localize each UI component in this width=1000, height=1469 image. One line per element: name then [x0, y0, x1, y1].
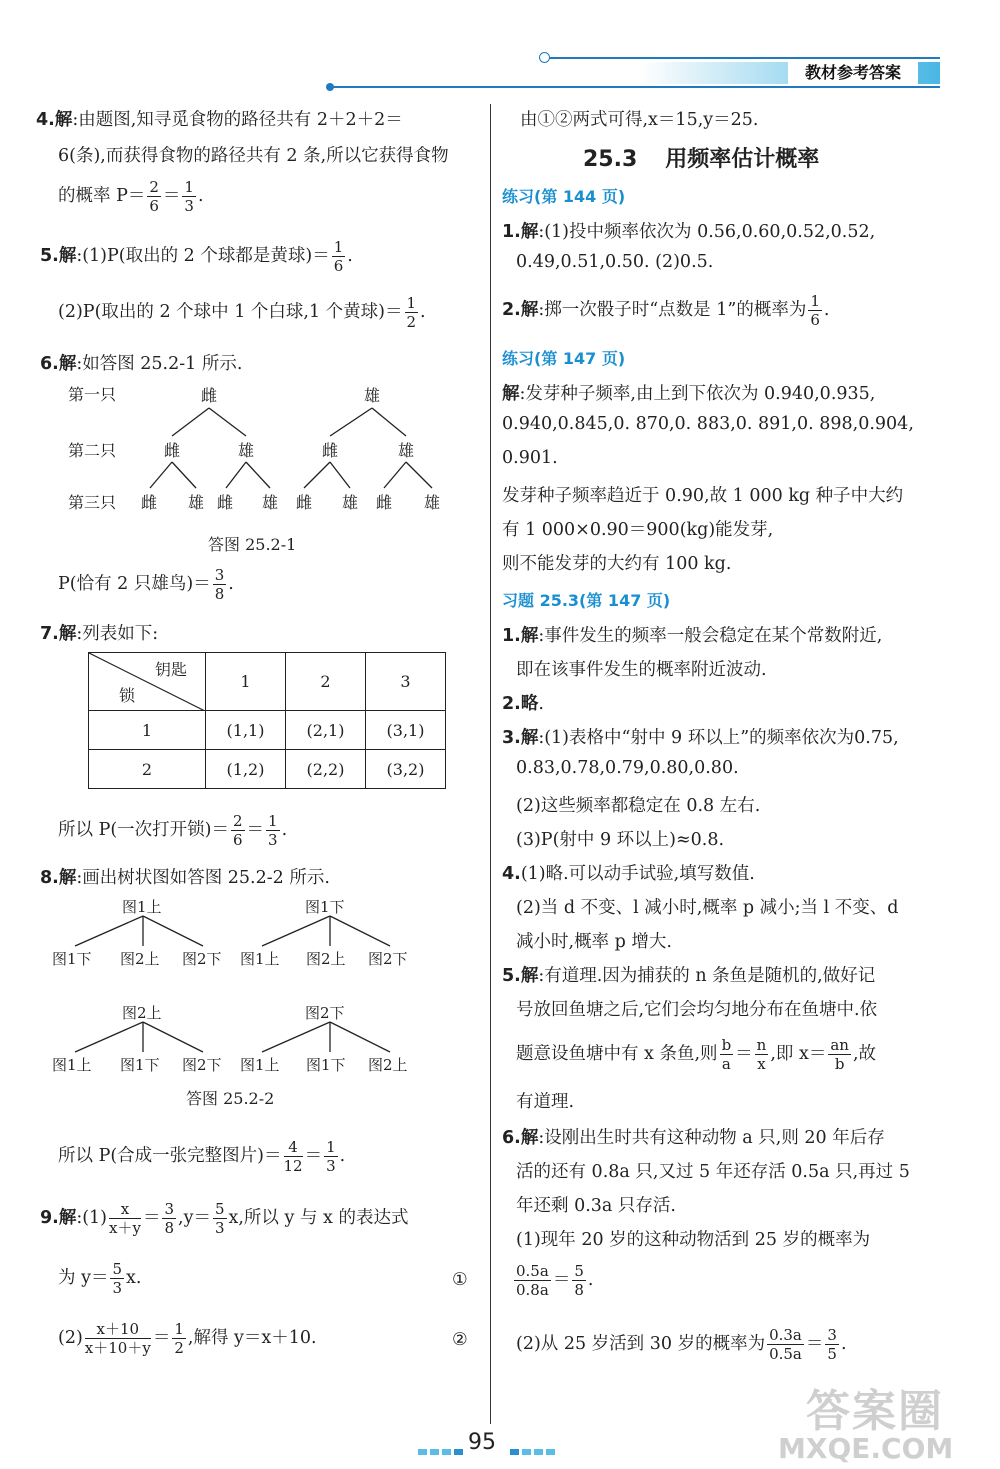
exercise1-title: 练习(第 144 页)	[502, 187, 626, 206]
ex2-line4: 发芽种子频率趋近于 0.90,故 1 000 kg 种子中大约	[502, 486, 904, 506]
q6-caption: 答图 25.2-1	[208, 535, 297, 554]
column-divider	[490, 104, 491, 1424]
hw3-line3: (2)这些频率都稳定在 0.8 左右.	[516, 796, 761, 816]
section-title: 用频率估计概率	[665, 147, 820, 172]
q8-tree4-root: 图2下	[305, 1004, 345, 1022]
hw3-line1: 3.解:(1)表格中“射中 9 环以上”的频率依次为0.75,	[502, 728, 899, 748]
q8-tree2-leaf: 图2下	[368, 950, 408, 968]
footer-dots-right	[510, 1440, 558, 1448]
ex2-line2: 0.940,0.845,0. 870,0. 883,0. 891,0. 898,0.904,	[502, 414, 914, 434]
q8-probability: 所以 P(合成一张完整图片)＝ $\frac{4}{12}$ ＝ $\frac{1}{3}$ .	[58, 1138, 346, 1175]
q7-col-header: 1	[206, 653, 286, 711]
q7-cell: (3,1)	[366, 711, 446, 750]
right-top-line: 由①②两式可得,x＝15,y＝25.	[520, 110, 759, 130]
q6-row-label-2: 第二只	[68, 441, 117, 460]
q6-l2-node: 雌	[322, 441, 339, 460]
watermark-url: MXQE.COM	[778, 1432, 954, 1465]
q6-l3-node: 雌	[217, 493, 234, 512]
hw3-line4: (3)P(射中 9 环以上)≈0.8.	[516, 830, 725, 850]
hw2-line: 2.略.	[502, 694, 544, 714]
q9-line2: 为 y＝ $\frac{5}{3}$ x.	[58, 1260, 142, 1297]
q8-tree-lines	[0, 0, 490, 1100]
q9-mark-2: ②	[452, 1330, 468, 1350]
footer-dots-left	[418, 1440, 466, 1448]
q6-l2-node: 雄	[238, 441, 255, 460]
ex1-q2-line: 2.解:掷一次骰子时“点数是 1”的概率为 $\frac{1}{6}$ .	[502, 292, 830, 329]
homework-title: 习题 25.3(第 147 页)	[502, 591, 671, 610]
q8-tree3-leaf: 图2下	[182, 1056, 222, 1074]
q8-tree1-leaf: 图2下	[182, 950, 222, 968]
q4-line1: 4.解:由题图,知寻觅食物的路径共有 2＋2＋2＝	[36, 110, 403, 130]
q9-line1: 9.解:(1) $\frac{x}{x+y}$ ＝ $\frac{3}{8}$ ,y＝ $\frac{5}{3}$ x,所以 y 与 x 的表达式	[40, 1200, 409, 1237]
hw1-line1: 1.解:事件发生的频率一般会稳定在某个常数附近,	[502, 626, 883, 646]
ex2-line6: 则不能发芽的大约有 100 kg.	[502, 554, 732, 574]
q6-line1: 6.解:如答图 25.2-1 所示.	[40, 354, 243, 374]
ex1-q1-line1: 1.解:(1)投中频率依次为 0.56,0.60,0.52,0.52,	[502, 222, 876, 242]
q5-line1: 5.解:(1)P(取出的 2 个球都是黄球)＝ $\frac{1}{6}$ .	[40, 238, 353, 275]
q8-tree2-leaf: 图1上	[240, 950, 280, 968]
ex2-line5: 有 1 000×0.90＝900(kg)能发芽,	[502, 520, 774, 540]
q8-tree3-leaf: 图1下	[120, 1056, 160, 1074]
q8-tree3-leaf: 图1上	[52, 1056, 92, 1074]
exercise2-title: 练习(第 147 页)	[502, 349, 626, 368]
q9-mark-1: ①	[452, 1270, 468, 1290]
header-dot	[539, 52, 550, 63]
ex2-line1: 解:发芽种子频率,由上到下依次为 0.940,0.935,	[502, 384, 876, 404]
q9-line3: (2) $\frac{x+10}{x+10+y}$ ＝ $\frac{1}{2}$ ,解得 y＝x＋10.	[58, 1320, 317, 1357]
hw6-line5: $\frac{0.5a}{0.8a}$ ＝ $\frac{5}{8}$ .	[516, 1262, 594, 1299]
q6-l3-node: 雄	[262, 493, 279, 512]
hw6-line3: 年还剩 0.3a 只存活.	[516, 1196, 676, 1216]
q8-tree4-leaf: 图2上	[368, 1056, 408, 1074]
q6-probability: P(恰有 2 只雄鸟)＝ $\frac{3}{8}$ .	[58, 566, 234, 603]
hw5-line2: 号放回鱼塘之后,它们会均匀地分布在鱼塘中.依	[516, 1000, 878, 1020]
q8-tree1-root: 图1上	[122, 898, 162, 916]
q6-l1-node: 雌	[201, 386, 218, 405]
q7-row-header: 2	[89, 750, 206, 789]
q6-l3-node: 雄	[424, 493, 441, 512]
q6-l2-node: 雄	[398, 441, 415, 460]
q8-caption: 答图 25.2-2	[186, 1089, 275, 1108]
hw4-line3: 减小时,概率 p 增大.	[516, 932, 672, 952]
q7-col-header: 2	[286, 653, 366, 711]
q8-tree2-root: 图1下	[305, 898, 345, 916]
hw4-line1: 4.(1)略.可以动手试验,填写数值.	[502, 864, 755, 884]
hw1-line2: 即在该事件发生的概率附近波动.	[516, 660, 767, 680]
q7-cell: (1,2)	[206, 750, 286, 789]
q8-line1: 8.解:画出树状图如答图 25.2-2 所示.	[40, 868, 330, 888]
q7-col-header: 3	[366, 653, 446, 711]
q6-l3-node: 雄	[342, 493, 359, 512]
q8-tree1-leaf: 图1下	[52, 950, 92, 968]
section-number: 25.3	[583, 147, 638, 172]
q8-tree2-leaf: 图2上	[306, 950, 346, 968]
q6-l3-node: 雌	[376, 493, 393, 512]
q8-tree1-leaf: 图2上	[120, 950, 160, 968]
q7-cell: (3,2)	[366, 750, 446, 789]
q7-cell: (2,1)	[286, 711, 366, 750]
section-heading	[583, 142, 819, 173]
q8-tree4-leaf: 图1上	[240, 1056, 280, 1074]
hw5-line4: 有道理.	[516, 1092, 575, 1112]
hw5-line3: 题意设鱼塘中有 x 条鱼,则 $\frac{b}{a}$ ＝ $\frac{n}{x}$ ,即 x＝ $\frac{an}{b}$ ,故	[516, 1036, 877, 1073]
q6-l2-node: 雌	[164, 441, 181, 460]
hw6-line1: 6.解:设刚出生时共有这种动物 a 只,则 20 年后存	[502, 1128, 885, 1148]
q7-line1: 7.解:列表如下:	[40, 624, 159, 644]
ex2-line3: 0.901.	[502, 448, 558, 468]
hw6-line6: (2)从 25 岁活到 30 岁的概率为 $\frac{0.3a}{0.5a}$ ＝ $\frac{3}{5}$ .	[516, 1326, 847, 1363]
q8-tree3-root: 图2上	[122, 1004, 162, 1022]
watermark-logo-text: 答案圈	[806, 1386, 944, 1437]
header-rule-top	[545, 57, 940, 59]
q6-row-label-1: 第一只	[68, 385, 117, 404]
ex1-q1-line2: 0.49,0.51,0.50. (2)0.5.	[516, 252, 714, 272]
q6-l3-node: 雌	[296, 493, 313, 512]
q8-tree4-leaf: 图1下	[306, 1056, 346, 1074]
hw6-line4: (1)现年 20 岁的这种动物活到 25 岁的概率为	[516, 1230, 871, 1250]
hw4-line2: (2)当 d 不变、l 减小时,概率 p 减小;当 l 不变、d	[516, 898, 899, 918]
q6-l3-node: 雌	[141, 493, 158, 512]
q7-header-key: 钥匙	[154, 660, 187, 679]
q7-cell: (2,2)	[286, 750, 366, 789]
hw5-line1: 5.解:有道理.因为捕获的 n 条鱼是随机的,做好记	[502, 966, 876, 986]
q7-row-header: 1	[89, 711, 206, 750]
q4-line3: 的概率 P＝ $\frac{2}{6}$ ＝ $\frac{1}{3}$ .	[58, 178, 204, 215]
hw6-line2: 活的还有 0.8a 只,又过 5 年还存活 0.5a 只,再过 5	[516, 1162, 910, 1182]
header-title: 教材参考答案	[788, 62, 918, 84]
page-number: 95	[468, 1430, 496, 1455]
q6-l1-node: 雄	[364, 386, 381, 405]
q6-l3-node: 雄	[188, 493, 205, 512]
q6-row-label-3: 第三只	[68, 493, 117, 512]
q7-header-lock: 锁	[119, 686, 136, 705]
q5-line2: (2)P(取出的 2 个球中 1 个白球,1 个黄球)＝ $\frac{1}{2}$ .	[58, 294, 426, 331]
q7-cell: (1,1)	[206, 711, 286, 750]
hw3-line2: 0.83,0.78,0.79,0.80,0.80.	[516, 758, 739, 778]
q7-probability: 所以 P(一次打开锁)＝ $\frac{2}{6}$ ＝ $\frac{1}{3}$ .	[58, 812, 288, 849]
q4-line2: 6(条),而获得食物的路径共有 2 条,所以它获得食物	[58, 146, 449, 166]
